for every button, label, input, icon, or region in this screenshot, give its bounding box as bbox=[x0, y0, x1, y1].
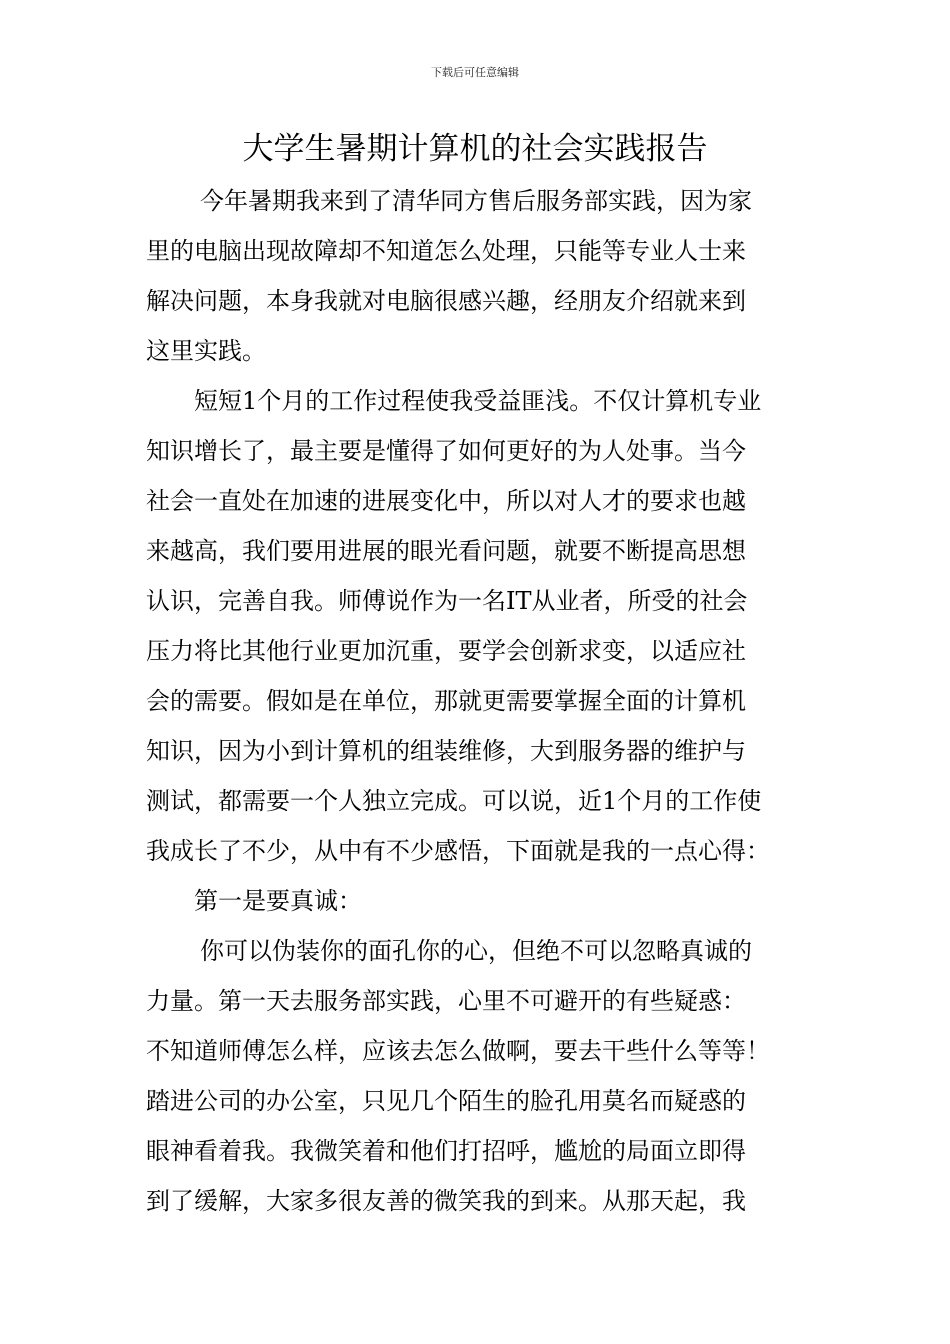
paragraph-line: 力量。第一天去服务部实践，心里不可避开的有些疑惑： bbox=[146, 987, 746, 1015]
paragraph-line: 测试，都需要一个人独立完成。可以说，近1个月的工作使 bbox=[146, 787, 762, 815]
paragraph-line: 会的需要。假如是在单位，那就更需要掌握全面的计算机 bbox=[146, 687, 746, 715]
paragraph-line: 知识增长了，最主要是懂得了如何更好的为人处事。当今 bbox=[146, 437, 746, 465]
section-heading-line: 第一是要真诚： bbox=[194, 887, 362, 915]
paragraph-line: 认识，完善自我。师傅说作为一名IT从业者，所受的社会 bbox=[146, 587, 748, 615]
document-title: 大学生暑期计算机的社会实践报告 bbox=[242, 131, 708, 167]
paragraph-line: 眼神看着我。我微笑着和他们打招呼，尴尬的局面立即得 bbox=[146, 1137, 746, 1165]
paragraph-line: 压力将比其他行业更加沉重，要学会创新求变，以适应社 bbox=[146, 637, 746, 665]
paragraph-line: 社会一直处在加速的进展变化中，所以对人才的要求也越 bbox=[146, 487, 746, 515]
paragraph-line: 短短1个月的工作过程使我受益匪浅。不仅计算机专业 bbox=[194, 387, 762, 415]
paragraph-line: 解决问题，本身我就对电脑很感兴趣，经朋友介绍就来到 bbox=[146, 287, 746, 315]
paragraph-line: 不知道师傅怎么样，应该去怎么做啊，要去干些什么等等！ bbox=[146, 1037, 770, 1065]
paragraph-line: 来越高，我们要用进展的眼光看问题，就要不断提高思想 bbox=[146, 537, 746, 565]
paragraph-line: 里的电脑出现故障却不知道怎么处理，只能等专业人士来 bbox=[146, 237, 746, 265]
header-note: 下载后可任意编辑 bbox=[431, 66, 519, 79]
paragraph-line: 我成长了不少，从中有不少感悟，下面就是我的一点心得： bbox=[146, 837, 770, 865]
paragraph-line: 你可以伪装你的面孔你的心，但绝不可以忽略真诚的 bbox=[200, 937, 752, 965]
paragraph-line: 到了缓解，大家多很友善的微笑我的到来。从那天起，我 bbox=[146, 1187, 746, 1215]
paragraph-line: 这里实践。 bbox=[146, 337, 266, 365]
paragraph-line: 知识，因为小到计算机的组装维修，大到服务器的维护与 bbox=[146, 737, 746, 765]
paragraph-line: 踏进公司的办公室，只见几个陌生的脸孔用莫名而疑惑的 bbox=[146, 1087, 746, 1115]
paragraph-line: 今年暑期我来到了清华同方售后服务部实践，因为家 bbox=[200, 187, 752, 215]
document-body bbox=[146, 176, 806, 1226]
